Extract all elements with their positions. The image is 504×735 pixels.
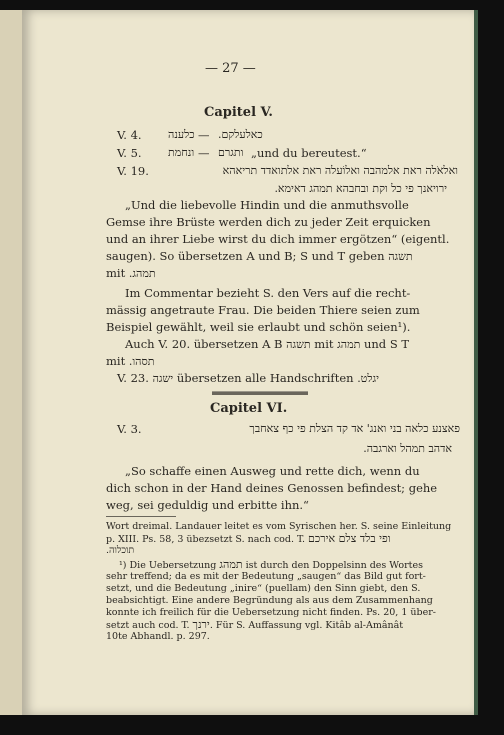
paragraph-line: V. 23. ישגה übersetzen alle Handschriften יגלט. — [117, 371, 379, 385]
adjacent-page — [0, 10, 23, 715]
page-number: — 27 — — [205, 61, 256, 76]
dash: — — [198, 128, 210, 142]
footnote-separator — [106, 516, 176, 517]
chapter-heading-6: Capitel VI. — [210, 401, 288, 416]
paragraph-line: Gemse ihre Brüste werden dich zu jeder Zeit erquicken — [106, 215, 431, 229]
hebrew-line: ואלאֹלה ראת אלמהבה ואלוֹעלה ראת אלתואדד תריאהא — [222, 164, 458, 177]
paragraph-line: saugen). So übersetzen A und B; S und T geben תשגה — [106, 249, 413, 263]
paragraph-line: und an ihrer Liebe wirst du dich immer ergötzen“ (eigentl. — [106, 232, 450, 246]
dash: — — [198, 146, 210, 160]
hebrew-word: כאלעלקם. — [218, 128, 263, 141]
book-page — [22, 10, 474, 715]
paragraph-line: mässig angetraute Frau. Die beiden Thiere seien zum — [106, 303, 420, 317]
paragraph-line: „Und die liebevolle Hindin und die anmuthsvolle — [125, 198, 409, 212]
footnote-line: p. XIII. Ps. 58, 3 übezsetzt S. nach cod. T. ופי בלד צלם אירכם — [106, 532, 391, 545]
german-text: „und du bereutest.“ — [251, 146, 367, 160]
footnote-line: setzt, und die Bedeutung „inire“ (puellam) den Sinn giebt, den S. — [106, 583, 421, 594]
footnote-line: תוכלוה. — [106, 545, 135, 556]
section-divider — [212, 391, 308, 395]
paragraph-line: weg, sei geduldig und erbitte ihn.“ — [106, 498, 309, 512]
book-edge — [474, 10, 478, 715]
paragraph-line: Auch V. 20. übersetzen A B תשגה mit תמהג und S T — [125, 337, 410, 351]
verse-ref: V. 5. — [117, 146, 142, 160]
footnote-line: 10te Abhandl. p. 297. — [106, 631, 210, 642]
footnote-line: konnte ich freilich für die Uebersetzung nicht finden. Ps. 20, 1 über- — [106, 607, 436, 618]
hebrew-line: אדהב תמהל וארגבה. — [363, 442, 452, 455]
paragraph-line: mit תסהו. — [106, 354, 155, 368]
footnote-line: beabsichtigt. Eine andere Begründung als aus dem Zusammenhang — [106, 595, 433, 606]
paragraph-line: „So schaffe einen Ausweg und rette dich, wenn du — [125, 464, 420, 478]
chapter-heading-5: Capitel V. — [204, 105, 273, 120]
paragraph-line: mit תמהג. — [106, 266, 156, 280]
paragraph-line: Im Commentar bezieht S. den Vers auf die recht- — [125, 286, 411, 300]
paragraph-line: Beispiel gewählt, weil sie erlaubt und schön seien¹). — [106, 320, 411, 334]
footnote-line: ¹) Die Uebersetzung תמהג ist durch den Doppelsinn des Wortes — [119, 558, 423, 571]
hebrew-word: ותגרם — [218, 146, 244, 159]
verse-ref: V. 4. — [117, 128, 142, 142]
footnote-line: Wort dreimal. Landauer leitet es vom Syrischen her. S. seine Einleitung — [106, 521, 452, 532]
hebrew-line: פאצנע כלאה בני ואנג' אד קד הצלת פי כף צאחבך — [249, 422, 460, 435]
footnote-line: setzt auch cod. T. ירנך. Für S. Auffassung vgl. Kitâb al-Amânât — [106, 618, 404, 631]
hebrew-word: ונחמת — [168, 146, 195, 159]
verse-ref: V. 19. — [117, 164, 149, 178]
hebrew-line: ירויאנך פי כל וקת ובחבהא תמהג דאימא. — [274, 182, 447, 195]
verse-ref: V. 3. — [117, 422, 142, 436]
paragraph-line: dich schon in der Hand deines Genossen befindest; gehe — [106, 481, 438, 495]
hebrew-word: כלענה — [168, 128, 195, 141]
footnote-line: sehr treffend; da es mit der Bedeutung „saugen“ das Bild gut fort- — [106, 571, 426, 582]
